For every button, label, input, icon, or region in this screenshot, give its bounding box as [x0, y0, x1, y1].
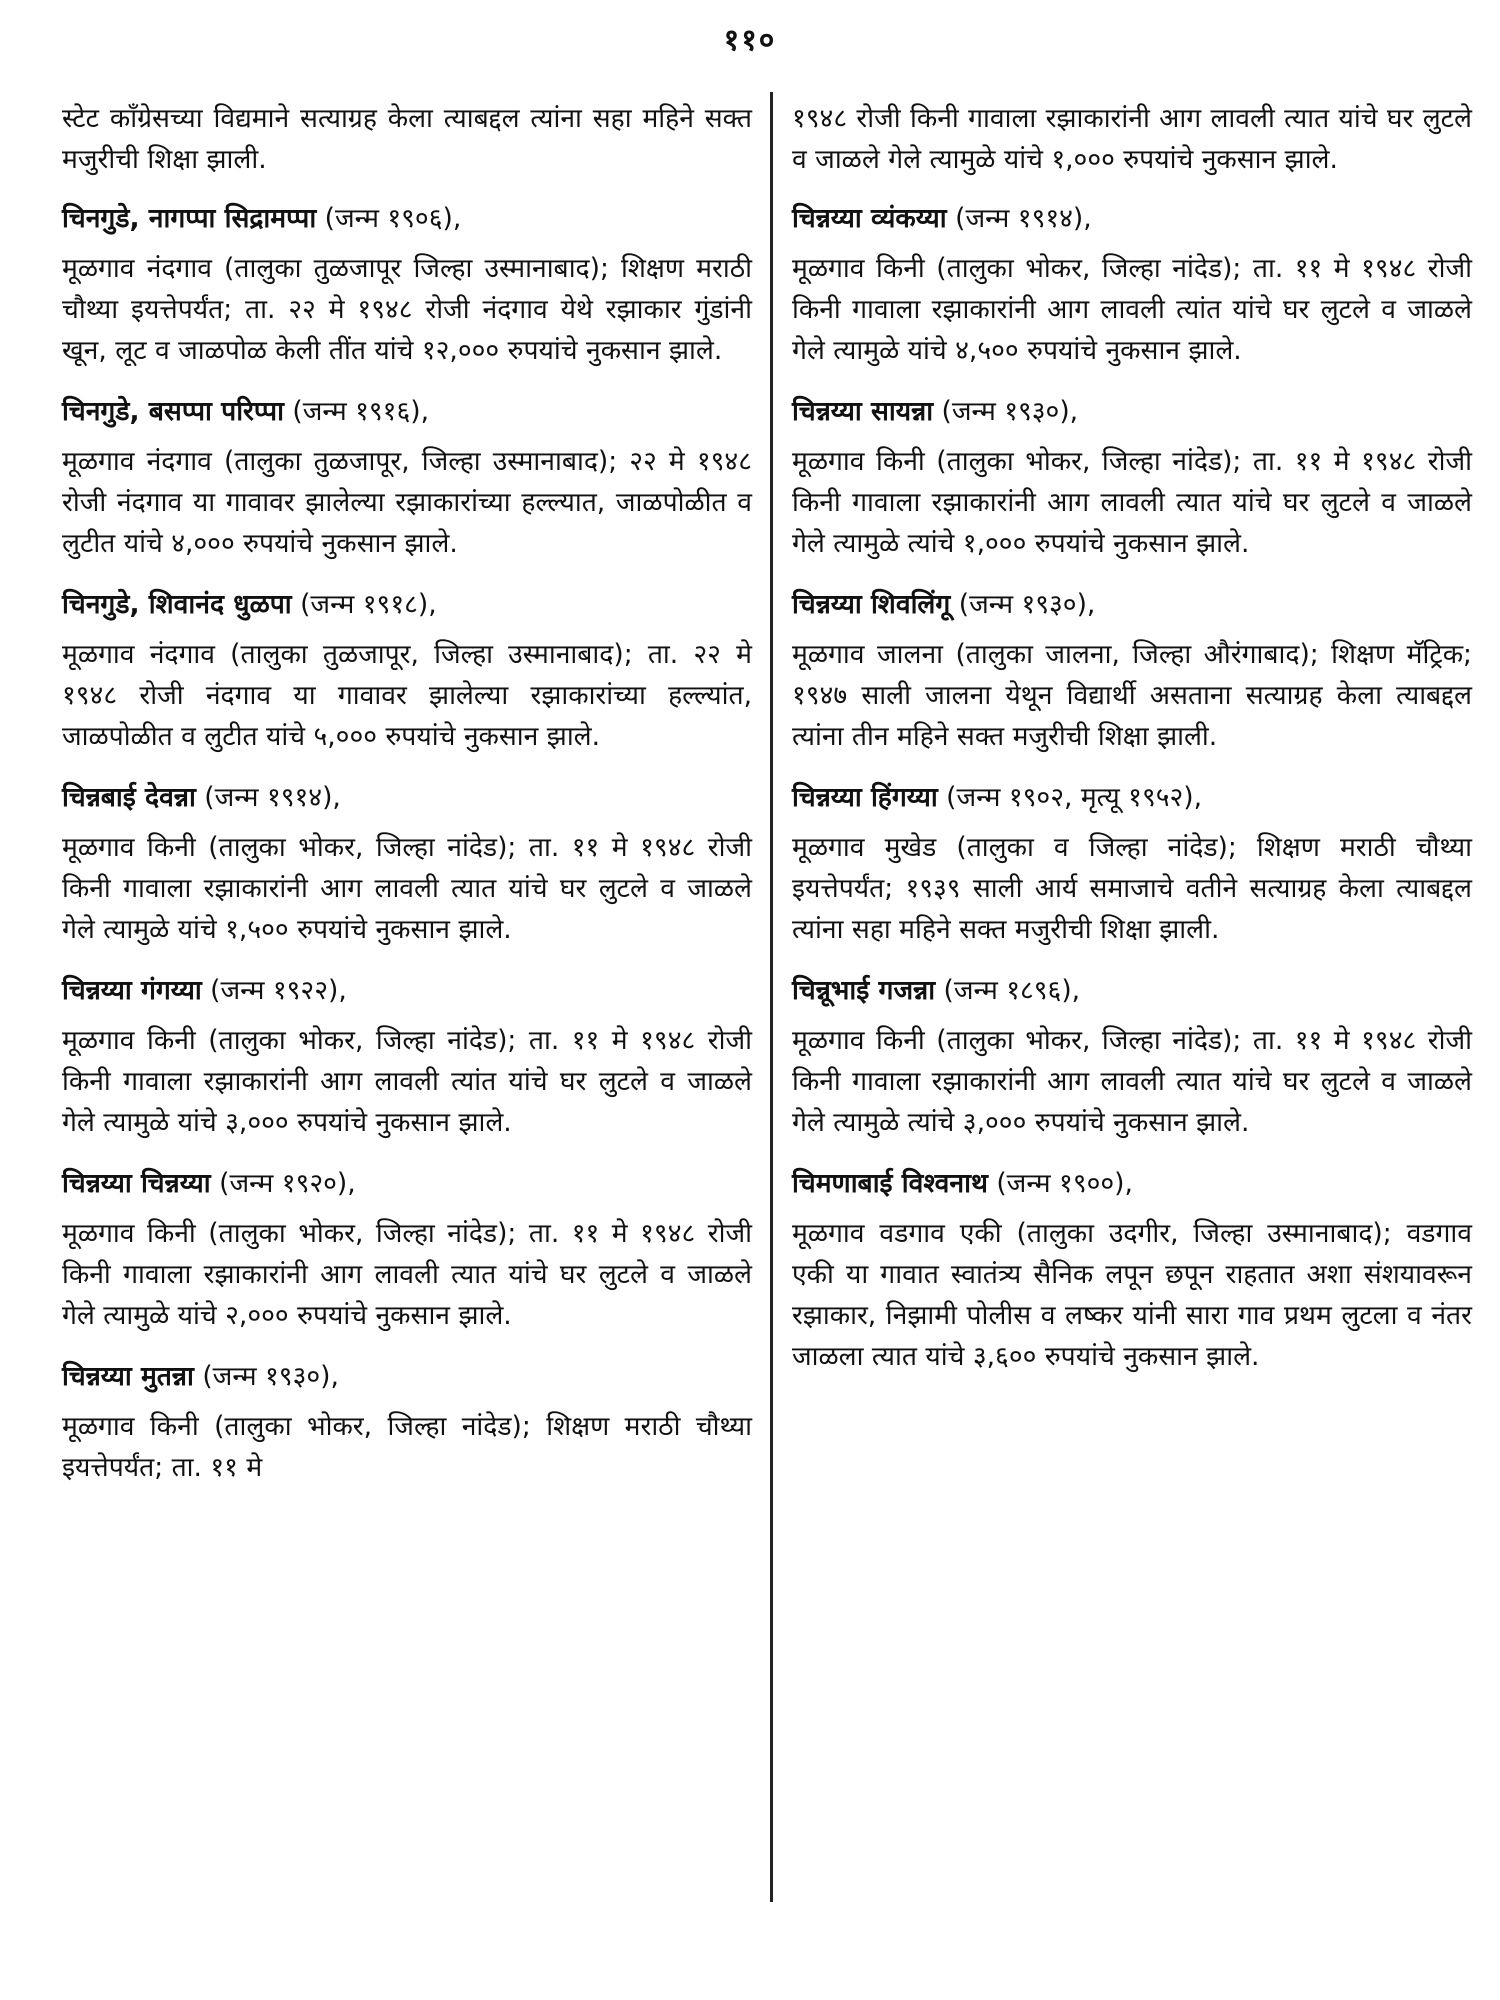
entry-body: मूळगाव नंदगाव (तालुका तुळजापूर, जिल्हा उस्मानाबाद); २२ मे १९४८ रोजी नंदगाव या गावावर झालेल्या रझाकारांच्या हल्ल्यात, जाळपोळीत व लुटीत यांचे ४,००० रुपयांचे नुकसान झाले.: [62, 446, 752, 559]
entry-dates: (जन्म १९०२, मृत्यू १९५२),: [946, 782, 1203, 813]
entry-body: मूळगाव नंदगाव (तालुका तुळजापूर, जिल्हा उस्मानाबाद); ता. २२ मे १९४८ रोजी नंदगाव या गावावर झालेल्या रझाकारांच्या हल्ल्यांत, जाळपोळीत व लुटीत यांचे ५,००० रुपयांचे नुकसान झाले.: [62, 639, 752, 752]
entry-body: मूळगाव जालना (तालुका जालना, जिल्हा औरंगाबाद); शिक्षण मॅट्रिक; १९४७ साली जालना येथून विद्यार्थी असताना सत्याग्रह केला त्याबद्दल त्यांना तीन महिने सक्त मजुरीची शिक्षा झाली.: [792, 639, 1472, 752]
entry-name: चिनगुडे, शिवानंद धुळपा: [62, 589, 292, 620]
entry-dates: (जन्म १९००),: [996, 1168, 1133, 1199]
biography-entry: [792, 1163, 1472, 1377]
entry-body: मूळगाव किनी (तालुका भोकर, जिल्हा नांदेड); ता. ११ मे १९४८ रोजी किनी गावाला रझाकारांनी आग लावली त्यात यांचे घर लुटले व जाळले गेले त्यामुळे त्यांचे ३,००० रुपयांचे नुकसान झाले.: [792, 1025, 1472, 1138]
entry-name: चिन्नय्या शिवलिंगू: [792, 589, 951, 620]
entry-body: मूळगाव किनी (तालुका भोकर, जिल्हा नांदेड); ता. ११ मे १९४८ रोजी किनी गावाला रझाकारांनी आग लावली त्यांत यांचे घर लुटले व जाळले गेले त्यामुळे यांचे ४,५०० रुपयांचे नुकसान झाले.: [792, 253, 1472, 366]
biography-entry: [792, 198, 1472, 371]
entry-heading: [62, 1356, 752, 1398]
biography-entry: [792, 970, 1472, 1143]
entry-body: मूळगाव मुखेड (तालुका व जिल्हा नांदेड); शिक्षण मराठी चौथ्या इयत्तेपर्यंत; १९३९ साली आर्य समाजाचे वतीने सत्याग्रह केला त्याबद्दल त्यांना सहा महिने सक्त मजुरीची शिक्षा झाली.: [792, 832, 1472, 945]
entry-name: चिनगुडे, नागप्पा सिद्रामप्पा: [62, 203, 317, 234]
entry-heading: [792, 1163, 1472, 1205]
entry-dates: (जन्म १९१४),: [204, 782, 341, 813]
entry-body: मूळगाव वडगाव एकी (तालुका उदगीर, जिल्हा उस्मानाबाद); वडगाव एकी या गावात स्वातंत्र्य सैनिक लपून छपून राहतात अशा संशयावरून रझाकार, निझामी पोलीस व लष्कर यांनी सारा गाव प्रथम लुटला व नंतर जाळला त्यात यांचे ३,६०० रुपयांचे नुकसान झाले.: [792, 1218, 1472, 1372]
entry-body: मूळगाव किनी (तालुका भोकर, जिल्हा नांदेड); ता. ११ मे १९४८ रोजी किनी गावाला रझाकारांनी आग लावली त्यात यांचे घर लुटले व जाळले गेले त्यामुळे त्यांचे १,००० रुपयांचे नुकसान झाले.: [792, 446, 1472, 559]
entry-name: चिन्नय्या हिंगय्या: [792, 782, 938, 813]
biography-entry: [62, 1356, 752, 1488]
biography-entry: [792, 391, 1472, 564]
right-column: [792, 98, 1472, 1397]
biography-entry: [792, 777, 1472, 950]
entry-name: चिनगुडे, बसप्पा परिप्पा: [62, 396, 284, 427]
entry-name: चिमणाबाई विश्वनाथ: [792, 1168, 988, 1199]
entry-dates: (जन्म १९०६),: [324, 203, 462, 234]
entry-dates: (जन्म १८९६),: [943, 975, 1081, 1006]
entry-heading: [62, 777, 752, 819]
entry-heading: [792, 584, 1472, 626]
entry-body: मूळगाव किनी (तालुका भोकर, जिल्हा नांदेड); शिक्षण मराठी चौथ्या इयत्तेपर्यंत; ता. ११ मे: [62, 1411, 752, 1483]
entry-dates: (जन्म १९३०),: [941, 396, 1079, 427]
entry-name: चिन्नबाई देवन्ना: [62, 782, 196, 813]
entry-dates: (जन्म १९३०),: [202, 1361, 339, 1392]
biography-entry: [62, 584, 752, 757]
entry-heading: [62, 391, 752, 433]
entry-dates: (जन्म १९१६),: [292, 396, 429, 427]
entry-name: चिन्नय्या चिन्नय्या: [62, 1168, 211, 1199]
biography-entry: [62, 970, 752, 1143]
entry-name: चिन्नय्या गंगय्या: [62, 975, 202, 1006]
entry-heading: [62, 198, 752, 240]
entry-dates: (जन्म १९१८),: [300, 589, 437, 620]
column-divider: [770, 92, 773, 1902]
entry-body: मूळगाव नंदगाव (तालुका तुळजापूर जिल्हा उस्मानाबाद); शिक्षण मराठी चौथ्या इयत्तेपर्यंत; ता. २२ मे १९४८ रोजी नंदगाव येथे रझाकार गुंडांनी खून, लूट व जाळपोळ केली तींत यांचे १२,००० रुपयांचे नुकसान झाले.: [62, 253, 752, 366]
entry-heading: [792, 198, 1472, 240]
entry-heading: [792, 777, 1472, 819]
entry-name: चिन्नूभाई गजन्ना: [792, 975, 936, 1006]
biography-entry: [62, 777, 752, 950]
entry-heading: [792, 970, 1472, 1012]
biography-entry: [62, 1163, 752, 1336]
entry-name: चिन्नय्या व्यंकय्या: [792, 203, 947, 234]
entry-dates: (जन्म १९२२),: [210, 975, 347, 1006]
right-continuation-paragraph: १९४८ रोजी किनी गावाला रझाकारांनी आग लावली त्यात यांचे घर लुटले व जाळले गेले त्यामुळे यांचे १,००० रुपयांचे नुकसान झाले.: [792, 103, 1472, 175]
biography-entry: [62, 198, 752, 371]
entry-heading: [62, 1163, 752, 1205]
entry-dates: (जन्म १९३०),: [958, 589, 1096, 620]
left-continuation-paragraph: स्टेट कॉंग्रेसच्या विद्यमाने सत्याग्रह केला त्याबद्दल त्यांना सहा महिने सक्त मजुरीची शिक्षा झाली.: [62, 103, 752, 175]
biography-entry: [62, 391, 752, 564]
biography-entry: [792, 584, 1472, 757]
entry-heading: [792, 391, 1472, 433]
entry-name: चिन्नय्या सायन्ना: [792, 396, 934, 427]
entry-body: मूळगाव किनी (तालुका भोकर, जिल्हा नांदेड); ता. ११ मे १९४८ रोजी किनी गावाला रझाकारांनी आग लावली त्यात यांचे घर लुटले व जाळले गेले त्यामुळे यांचे १,५०० रुपयांचे नुकसान झाले.: [62, 832, 752, 945]
entry-dates: (जन्म १९२०),: [219, 1168, 356, 1199]
left-column: [62, 98, 752, 1508]
entry-body: मूळगाव किनी (तालुका भोकर, जिल्हा नांदेड); ता. ११ मे १९४८ रोजी किनी गावाला रझाकारांनी आग लावली त्यात यांचे घर लुटले व जाळले गेले त्यामुळे यांचे २,००० रुपयांचे नुकसान झाले.: [62, 1218, 752, 1331]
page-number: ११०: [723, 23, 777, 58]
entry-dates: (जन्म १९१४),: [955, 203, 1092, 234]
entry-name: चिन्नय्या मुतन्ना: [62, 1361, 194, 1392]
entry-heading: [62, 970, 752, 1012]
entry-heading: [62, 584, 752, 626]
entry-body: मूळगाव किनी (तालुका भोकर, जिल्हा नांदेड); ता. ११ मे १९४८ रोजी किनी गावाला रझाकारांनी आग लावली त्यांत यांचे घर लुटले व जाळले गेले त्यामुळे यांचे ३,००० रुपयांचे नुकसान झाले.: [62, 1025, 752, 1138]
